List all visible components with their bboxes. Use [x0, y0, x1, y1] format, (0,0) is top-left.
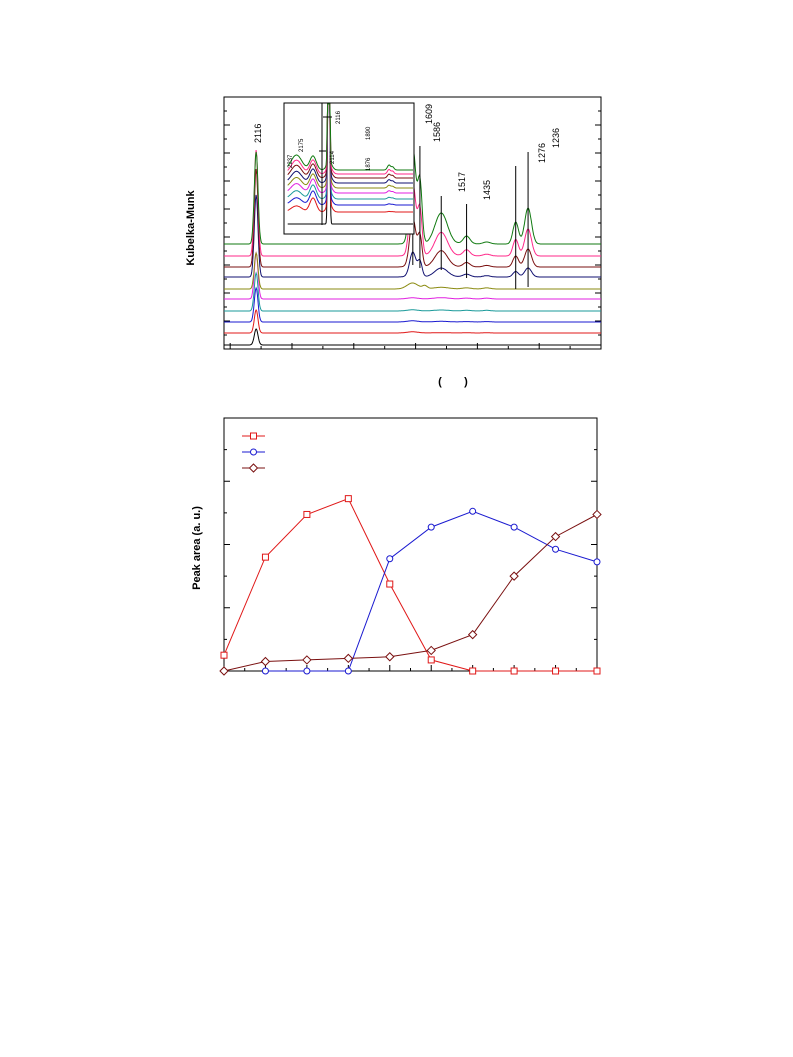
peak-area-point-square: [428, 657, 434, 663]
spectra-x-axis-paren-left: (: [438, 376, 442, 388]
peak-area-series-line-square: [224, 499, 597, 671]
peak-label-1435: 1435: [482, 179, 492, 200]
legend-marker-diamond: [250, 464, 258, 472]
peak-area-plot-frame: [224, 418, 597, 671]
peak-area-point-square: [470, 668, 476, 674]
legend-marker-square: [251, 433, 257, 439]
legend-marker-circle: [251, 449, 257, 455]
peak-area-point-diamond: [427, 646, 435, 654]
spectra-x-axis-paren-right: ): [464, 376, 468, 388]
peak-label-1276: 1276: [537, 142, 547, 163]
peak-area-point-circle: [262, 668, 268, 674]
peak-area-point-diamond: [469, 631, 477, 639]
peak-area-point-square: [262, 554, 268, 560]
peak-area-point-square: [221, 652, 227, 658]
peak-area-point-circle: [304, 668, 310, 674]
peak-area-chart: [191, 418, 601, 675]
peak-area-point-circle: [553, 546, 559, 552]
peak-area-point-square: [387, 581, 393, 587]
spectra-x-ticks: [230, 343, 601, 349]
peak-area-point-diamond: [261, 658, 269, 666]
spectra-chart: [185, 97, 601, 388]
peak-area-point-diamond: [386, 653, 394, 661]
peak-label-1586: 1586: [432, 121, 442, 142]
peak-area-point-diamond: [220, 667, 228, 675]
peak-area-y-ticks: [224, 418, 597, 671]
peak-area-point-square: [553, 668, 559, 674]
peak-area-point-square: [304, 511, 310, 517]
peak-area-legend: [242, 433, 265, 472]
peak-area-point-square: [345, 496, 351, 502]
peak-area-x-ticks: [224, 665, 597, 671]
spectra-inset: [284, 103, 414, 234]
peak-area-y-axis-title: Peak area (a. u.): [191, 506, 203, 590]
peak-area-point-square: [594, 668, 600, 674]
peak-area-series-line-diamond: [224, 515, 597, 672]
peak-area-point-diamond: [593, 510, 601, 518]
peak-label-2116: 2116: [253, 123, 263, 143]
inset-label-1876: 1876: [366, 157, 372, 171]
spectra-series-blue: [224, 288, 601, 322]
spectra-y-axis-title: Kubelka-Munk: [185, 190, 197, 266]
peak-area-point-circle: [511, 524, 517, 530]
peak-area-point-circle: [387, 556, 393, 562]
peak-area-point-circle: [345, 668, 351, 674]
peak-area-point-diamond: [344, 654, 352, 662]
inset-label-2175: 2175: [299, 138, 305, 152]
inset-label-2237: 2237: [288, 154, 294, 168]
peak-area-point-diamond: [303, 656, 311, 664]
inset-label-2116: 2116: [336, 111, 342, 124]
peak-label-1609: 1609: [424, 103, 434, 124]
peak-area-point-circle: [470, 508, 476, 514]
peak-area-point-square: [511, 668, 517, 674]
inset-label-1890: 1890: [366, 126, 372, 140]
inset-label-2114: 2114: [330, 151, 336, 164]
peak-area-series-group: [220, 496, 601, 675]
peak-area-point-circle: [428, 524, 434, 530]
peak-label-1517: 1517: [457, 171, 467, 192]
peak-label-1236: 1236: [551, 127, 561, 148]
spectra-series-teal: [224, 273, 601, 311]
peak-area-point-circle: [594, 559, 600, 565]
